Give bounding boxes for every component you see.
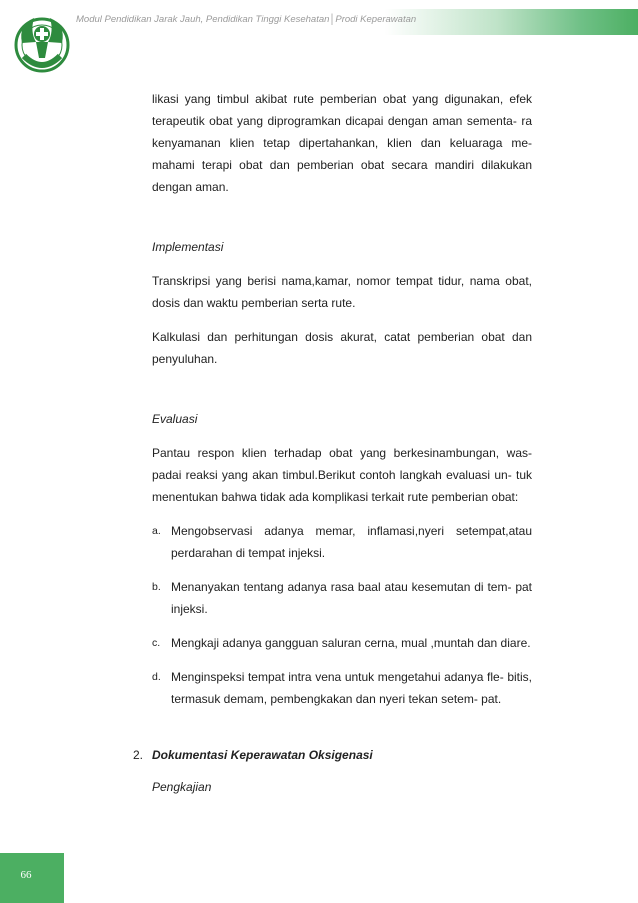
page-number-box — [0, 853, 64, 903]
page-body — [152, 88, 532, 722]
list-marker: c. — [152, 637, 161, 649]
list-item-text: Mengobservasi adanya memar, inflamasi,nyeri setempat,atau perdarahan di tempat injeksi. — [171, 524, 532, 560]
implementasi-heading: Implementasi — [152, 240, 224, 254]
list-item-text: Mengkaji adanya gangguan saluran cerna, mual ,muntah dan diare. — [171, 636, 531, 650]
list-marker: d. — [152, 671, 161, 683]
section-number: 2. — [133, 748, 144, 762]
list-item — [152, 666, 532, 710]
list-marker: b. — [152, 581, 161, 593]
intro-paragraph: likasi yang timbul akibat rute pemberian obat yang digunakan, efek terapeutik obat yang diprogramkan dicapai dengan aman sementa- ra kenyamanan klien tetap dipertahankan, klien dan keluaraga me- mahami terapi obat dan pemberian obat secara mandiri dilakukan dengan aman. — [152, 92, 532, 194]
list-item — [152, 632, 532, 654]
evaluasi-heading: Evaluasi — [152, 412, 198, 426]
implementasi-paragraph-2: Kalkulasi dan perhitungan dosis akurat, catat pemberian obat dan penyuluhan. — [152, 330, 532, 366]
list-item — [152, 520, 532, 564]
list-marker: a. — [152, 525, 161, 537]
list-item-text: Menanyakan tentang adanya rasa baal atau kesemutan di tem- pat injeksi. — [171, 580, 532, 616]
bakti-husada-logo-icon — [10, 10, 74, 82]
evaluasi-list — [152, 520, 532, 710]
implementasi-paragraph-1: Transkripsi yang berisi nama,kamar, nomor tempat tidur, nama obat, dosis dan waktu pemberian serta rute. — [152, 274, 532, 310]
list-item-text: Menginspeksi tempat intra vena untuk mengetahui adanya fle- bitis, termasuk demam, pembengkakan dan nyeri tekan setem- pat. — [171, 670, 532, 706]
page-number: 66 — [20, 869, 32, 881]
evaluasi-paragraph: Pantau respon klien terhadap obat yang berkesinambungan, was- padai reaksi yang akan timbul.Berikut contoh langkah evaluasi un- tuk menentukan bahwa tidak ada komplikasi terkait rute pemberian obat: — [152, 446, 532, 504]
list-item — [152, 576, 532, 620]
running-title: Modul Pendidikan Jarak Jauh, Pendidikan Tinggi Kesehatan│Prodi Keperawatan — [76, 14, 417, 25]
ministry-logo — [10, 10, 74, 82]
pengkajian-heading: Pengkajian — [152, 780, 212, 794]
section-title: Dokumentasi Keperawatan Oksigenasi — [152, 748, 373, 762]
